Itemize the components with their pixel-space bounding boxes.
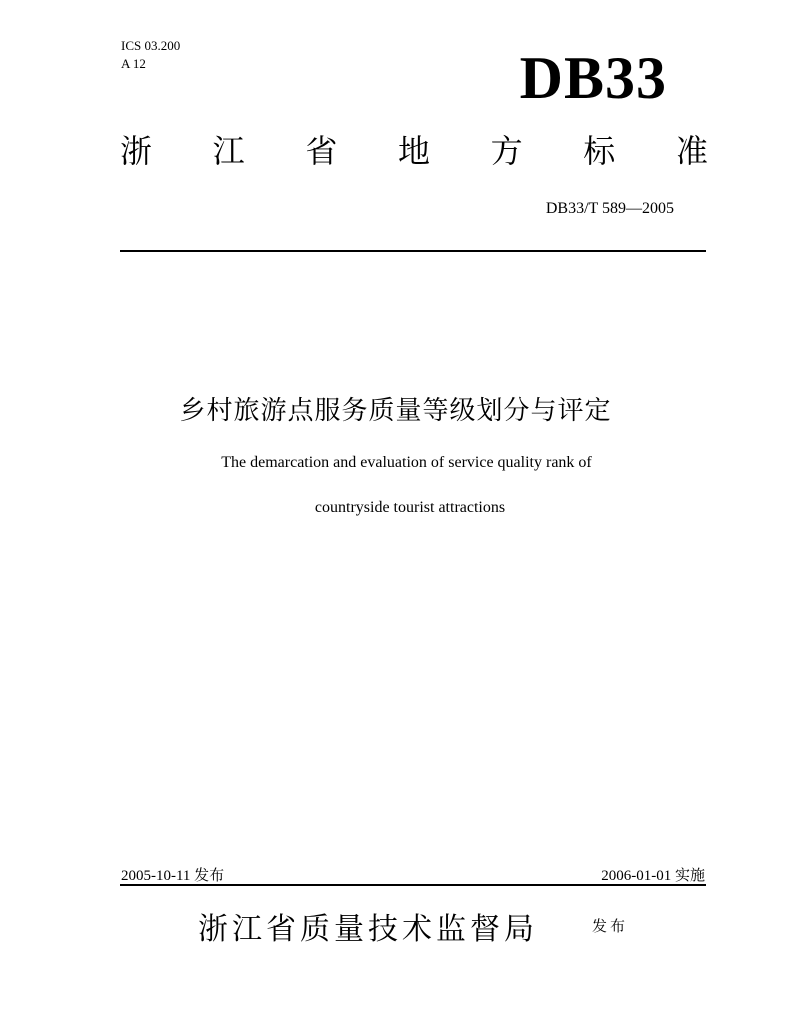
- standard-type-char: 标: [583, 132, 616, 170]
- title-chinese: 乡村旅游点服务质量等级划分与评定: [179, 396, 612, 426]
- top-divider: [120, 250, 706, 252]
- standard-type-char: 准: [675, 132, 708, 170]
- implement-date: 2006-01-01 实施: [601, 868, 705, 884]
- standard-type-char: 省: [305, 132, 338, 170]
- standard-number: DB33/T 589—2005: [545, 200, 674, 217]
- standard-type-char: 方: [490, 132, 523, 170]
- issuer-suffix: 发布: [592, 917, 629, 935]
- title-english-line2: countryside tourist attractions: [314, 499, 506, 516]
- standard-type-char: 江: [212, 132, 245, 170]
- category-code: A 12: [121, 56, 146, 71]
- bottom-divider: [120, 884, 706, 886]
- issue-date: 2005-10-11 发布: [121, 868, 225, 884]
- standard-type-char: 地: [397, 132, 430, 170]
- standard-type: [120, 132, 708, 170]
- issuer-name: 浙江省质量技术监督局: [198, 912, 538, 947]
- ics-code: ICS 03.200: [121, 38, 181, 53]
- db-code-mark: DB33: [519, 45, 667, 111]
- standard-type-char: 浙: [120, 132, 153, 170]
- title-english-line1: The demarcation and evaluation of service quality rank of: [221, 454, 592, 471]
